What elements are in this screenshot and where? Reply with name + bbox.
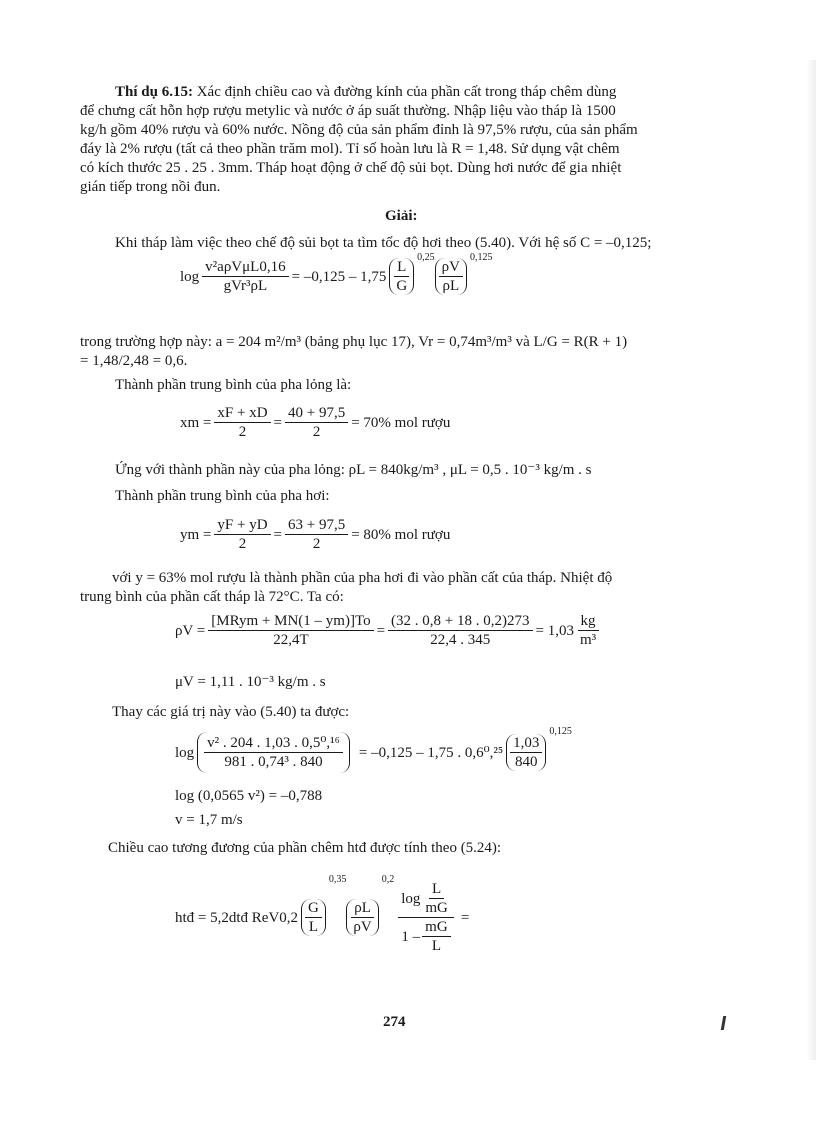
- vapor-note-2: trung bình của phần cất tháp là 72°C. Ta có:: [80, 589, 344, 605]
- example-line-2: để chưng cất hỗn hợp rượu metylic và nước ở áp suất thường. Nhập liệu vào tháp là 1500: [80, 103, 616, 119]
- solution-intro: Khi tháp làm việc theo chế độ sủi bọt ta tìm tốc độ hơi theo (5.40). Với hệ số C = –0,125;: [115, 235, 652, 251]
- vapor-average-label: Thành phần trung bình của pha hơi:: [115, 488, 330, 504]
- equation-height: htđ = 5,2dtđ ReV0,2 $\frac{G}{L}$ 0,35 $\frac{\rho L}{\rho V}$ 0,2 log $\frac{L}{mG}$ 1 – $\frac{mG}{L}$ =: [175, 874, 470, 954]
- example-line-6: gián tiếp trong nồi đun.: [80, 179, 221, 195]
- vapor-viscosity: μV = 1,11 . 10⁻³ kg/m . s: [175, 674, 326, 690]
- equation-rho-vapor: ρV = $\frac{\text{[MRym + MN(1 – ym)]To}}{22,4T}$ = $\frac{(32 . 0,8 + 18 . 0,2)273}{22,4 . 345}$ = 1,03 $\frac{kg}{\text{m³}}$: [175, 612, 602, 649]
- example-line-4: đáy là 2% rượu (tất cả theo phần trăm mol). Tỉ số hoàn lưu là R = 1,48. Sử dụng vật chêm: [80, 141, 620, 157]
- height-intro: Chiều cao tương đương của phần chêm htđ được tính theo (5.24):: [108, 840, 502, 856]
- solution-heading: Giải:: [385, 208, 418, 224]
- page-edge-shadow: [806, 60, 816, 1060]
- equation-log-velocity: log $\frac{\text{v²aρVμL0,16}}{\text{gVr³ρL}}$ = –0,125 – 1,75 $\frac{L}{G}$ 0,25 $\frac{\rho V}{\rho L}$ 0,125: [180, 252, 493, 294]
- scan-mark: [721, 1016, 726, 1030]
- vapor-note-1: với y = 63% mol rượu là thành phần của pha hơi đi vào phần cất của tháp. Nhiệt độ: [112, 570, 613, 586]
- liquid-average-label: Thành phần trung bình của pha lỏng là:: [115, 377, 352, 393]
- log-result: log (0,0565 v²) = –0,788: [175, 788, 323, 804]
- example-line-3: kg/h gồm 40% rượu và 60% nước. Nồng độ của sản phẩm đỉnh là 97,5% rượu, của sản phẩm: [80, 122, 638, 138]
- parameters-line-1: trong trường hợp này: a = 204 m²/m³ (bảng phụ lục 17), Vr = 0,74m³/m³ và L/G = R(R + 1): [80, 334, 628, 350]
- example-line-5: có kích thước 25 . 25 . 3mm. Tháp hoạt động ở chế độ sủi bọt. Dùng hơi nước để gia nhiệt: [80, 160, 622, 176]
- parameters-line-2: = 1,48/2,48 = 0,6.: [80, 353, 188, 369]
- example-text-1: Xác định chiều cao và đường kính của phần cất trong tháp chêm dùng: [196, 84, 617, 100]
- example-label: Thí dụ 6.15:: [115, 84, 193, 100]
- example-line-1: [115, 82, 616, 102]
- liquid-properties: Ứng với thành phần này của pha lỏng: ρL = 840kg/m³ , μL = 0,5 . 10⁻³ kg/m . s: [115, 462, 592, 478]
- equation-xm: xm = $\frac{xF + xD}{2}$ = $\frac{40 + 97,5}{2}$ = 70% mol rượu: [180, 405, 451, 440]
- velocity-result: v = 1,7 m/s: [175, 812, 243, 828]
- page-number: 274: [383, 1014, 406, 1030]
- equation-ym: ym = $\frac{yF + yD}{2}$ = $\frac{63 + 97,5}{2}$ = 80% mol rượu: [180, 517, 451, 552]
- equation-log-substituted: log $\frac{\text{v² . 204 . 1,03 . 0,5⁰,¹⁶}}{\text{981 . 0,74³ . 840}}$ = –0,125 – 1,75 . 0,6⁰,²⁵ $\frac{1,03}{840}$ 0,125: [175, 732, 572, 773]
- substitute-label: Thay các giá trị này vào (5.40) ta được:: [112, 704, 350, 720]
